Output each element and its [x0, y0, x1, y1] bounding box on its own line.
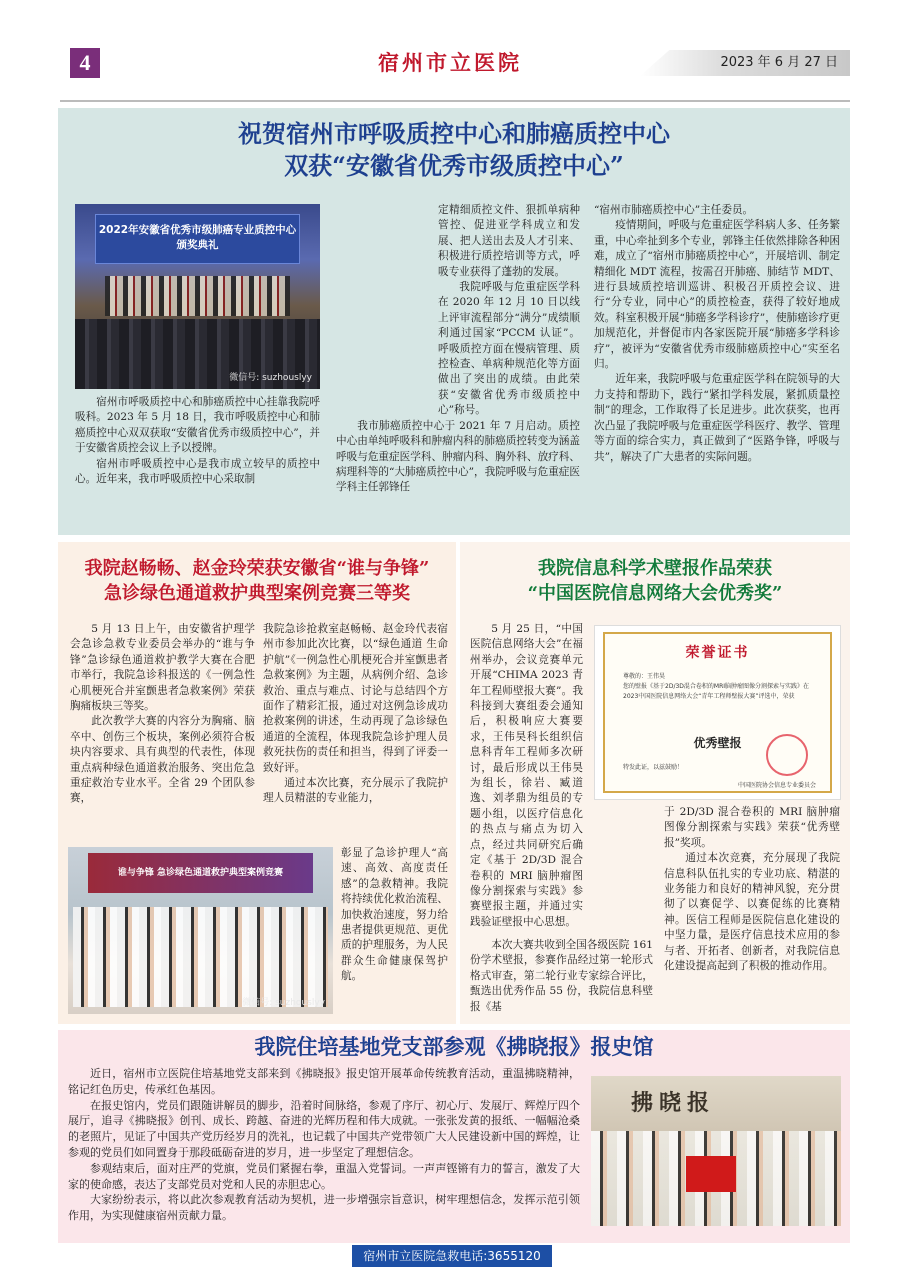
article-2-group-photo	[68, 847, 333, 1014]
article-3-col2	[664, 805, 840, 974]
stage-people	[105, 276, 290, 316]
article-4-photo	[591, 1076, 841, 1226]
paragraph: 在报史馆内，党员们跟随讲解员的脚步，沿着时间脉络，参观了序厅、初心厅、发展厅、辉煌厅四个展厅，追寻《拂晓报》创刊、成长、跨越、奋进的光辉历程和伟大成就。一张张发黄的报纸、一幅幅沧桑的老照片，见证了中国共产党历经岁月的洗礼，也记载了中国共产党带领广大人民建设新中国的辉煌，让参观的党员们如同置身于那段砥砺奋进的岁月，进一步坚定了理想信念。	[68, 1098, 580, 1159]
emergency-hotline: 宿州市立医院急救电话:3655120	[352, 1245, 552, 1267]
paragraph: 近日，宿州市立医院住培基地党支部来到《拂晓报》报史馆开展革命传统教育活动，重温拂晓精神，铭记红色历史，传承红色基因。	[68, 1067, 580, 1096]
paragraph: 通过本次比赛，充分展示了我院护理人员精湛的专业能力，	[263, 777, 448, 805]
article-3-col1-bottom	[470, 938, 653, 1015]
certificate-body	[623, 672, 818, 702]
article-3-title-line2: “中国医院信息网络大会优秀奖”	[527, 583, 783, 604]
group-people	[73, 907, 328, 1007]
competition-banner: 谁与争锋 急诊绿色通道救护典型案例竞赛	[88, 853, 313, 893]
article-2-col1	[70, 622, 255, 807]
honor-certificate	[594, 625, 841, 800]
calligraphy-sign: 拂晓报	[631, 1090, 716, 1116]
paragraph: 定精细质控文件、狠抓单病种管控、促进亚学科成立和发展、把人送出去及人才引来、积极进行质控培训等方式，呼吸专业获得了蓬勃的发展。	[438, 204, 580, 278]
page-number: 4	[70, 48, 100, 78]
article-4-body	[68, 1066, 580, 1224]
paragraph: 参观结束后，面对庄严的党旗，党员们紧握右拳，重温入党誓词。一声声铿锵有力的誓言，激发了大家的使命感，表达了支部党员对党和人民的赤胆忠心。	[68, 1161, 580, 1191]
article-2-title-line2: 急诊绿色通道救护典型案例竞赛三等奖	[104, 583, 410, 604]
party-flag	[686, 1156, 736, 1192]
paragraph: 5 月 25 日，“中国医院信息网络大会”在福州举办，会议竞赛单元开展“CHIMA 2023 青年工程师壁报大赛”。我科接到大赛组委会通知后，积极响应大赛要求，王伟昊科长组织信息科青年工程师多次研讨，最后形成以王伟昊为组长，徐岩、臧道逸、刘孝鼎为组员的专题小组，以医疗信息化的热点与痛点为切入点，经过共同研究后确定《基于 2D/3D 混合卷积的 MRI 脑肿瘤图像分割探索与实践》参赛壁报主题，并通过实践验证壁报中心思想。	[470, 623, 583, 928]
paragraph: 彰显了急诊护理人“高速、高效、高度责任感”的急救精神。我院将持续优化救治流程、加快救治速度，努力给患者提供更规范、更优质的护理服务，为人民群众生命健康保驾护航。	[341, 847, 448, 983]
paragraph: 大家纷纷表示，将以此次参观教育活动为契机，进一步增强宗旨意识，树牢理想信念，发挥示范引领作用，为实现健康宿州贡献力量。	[68, 1193, 580, 1223]
photo-watermark: 微信号: suzhouslyy	[229, 373, 312, 383]
certificate-title: 荣誉证书	[685, 645, 750, 661]
article-1-col1	[75, 395, 320, 487]
header-rule	[60, 100, 850, 102]
article-2-col2	[263, 622, 448, 807]
certificate-issuer: 中国医院协会信息专业委员会	[737, 782, 816, 789]
seal-stamp	[766, 734, 808, 776]
paragraph: 于 2D/3D 混合卷积的 MRI 脑肿瘤图像分割探索与实践》荣获“优秀壁报”奖项。	[664, 806, 840, 849]
paragraph: 宿州市呼吸质控中心和肺癌质控中心挂靠我院呼吸科。2023 年 5 月 18 日，我市呼吸质控中心和肺癌质控中心双双获取“安徽省优秀市级质控中心”，并于安徽省质控会议上予以授牌。	[75, 396, 320, 455]
article-2-col2-wrap	[341, 846, 448, 985]
article-1-title-line2: 双获“安徽省优秀市级质控中心”	[284, 151, 624, 180]
paragraph: “宿州市肺癌质控中心”主任委员。	[594, 204, 754, 216]
article-1-col2	[336, 203, 580, 496]
paragraph: 5 月 13 日上午，由安徽省护理学会急诊急救专业委员会举办的“谁与争锋”急诊绿色通道救护教学大赛在合肥市举行，我院急诊科报送的《一例急性心肌梗死合并室颤患者急救案例》荣获胸痛板块三等奖。	[70, 623, 255, 713]
certificate-award: 优秀壁报	[693, 736, 742, 750]
paragraph: 此次教学大赛的内容分为胸痛、脑卒中、创伤三个板块，案例必须符合板块内容要求、具有典型的代表性，体现重点病种绿色通道救治服务、突出危急重症救治专业水平。全省 29 个团队参赛，	[70, 715, 255, 805]
paragraph: 通过本次竞赛，充分展现了我院信息科队伍扎实的专业功底、精湛的业务能力和良好的精神风貌，充分贯彻了以赛促学、以赛促练的比赛精神。医信工程师是医院信息化建设的中坚力量，是医疗信息技术应用的参与者、开拓者、创新者，对我院信息化建设提高起到了积极的推动作用。	[664, 852, 840, 973]
article-2-title-line1: 我院赵畅畅、赵金玲荣获安徽省“谁与争锋”	[84, 558, 430, 579]
paragraph: 我院呼吸与危重症医学科在 2020 年 12 月 10 日以线上评审流程部分“满分”成绩顺利通过国家“PCCM 认证”。呼吸质控方面在慢病管理、质控检查、单病种规范化等方面做出了突出的成绩。由此荣获“安徽省优秀市级质控中心”称号。	[438, 281, 580, 417]
issue-date: 2023 年 6 月 27 日	[720, 55, 838, 70]
article-3-title	[460, 556, 850, 606]
article-2-title	[58, 556, 456, 606]
article-1-title-line1: 祝贺宿州市呼吸质控中心和肺癌质控中心	[238, 119, 670, 148]
article-3-col1-top	[470, 622, 583, 930]
article-1-photo	[75, 204, 320, 389]
article-3-title-line1: 我院信息科学术壁报作品荣获	[538, 558, 772, 579]
paragraph: 宿州市呼吸质控中心是我市成立较早的质控中心。近年来，我市呼吸质控中心采取制	[75, 457, 320, 486]
article-1-title	[58, 118, 850, 182]
paragraph: 本次大赛共收到全国各级医院 161 份学术壁报，参赛作品经过第一轮形式格式审查，第二轮行业专家综合评比，甄选出优秀作品 55 份，我院信息科壁报《基	[470, 939, 653, 1013]
certificate-closing: 特发此证，以兹鼓励！	[623, 764, 684, 771]
paragraph: 近年来，我院呼吸与危重症医学科在院领导的大力支持和帮助下，践行“紧扣学科发展，紧抓质量控制”的理念，工作取得了长足进步。此次获奖，也再次凸显了我院呼吸与危重症医学科医疗、教学、管理等方面的综合实力，真正做到了“医路争锋，呼吸与共”，解决了广大患者的实际问题。	[594, 373, 840, 463]
certificate-recipient: 尊敬的：王伟昊	[623, 673, 666, 680]
paragraph: 我院急诊抢救室赵畅畅、赵金玲代表宿州市参加此次比赛，以“绿色通道 生命护航”《一例急性心肌梗死合并室颤患者急救案例》为主题，从病例介绍、急诊救治、重点与难点、讨论与总结四个方面作了精彩汇报，通过对这例急诊成功抢救案例的讲述，生动再现了急诊绿色通道的全流程，体现我院急诊护理人员救死扶伤的责任和担当，得到了评委一致好评。	[263, 623, 448, 774]
certificate-border	[603, 632, 832, 793]
paragraph: 疫情期间，呼吸与危重症医学科病人多、任务繁重，中心牵扯到多个专业，郭锋主任依然排除各种困难，成立了“宿州市肺癌质控中心”，开展培训、制定精细化 MDT 流程，按需召开肺癌、肺结节 MDT、进行县域质控培训巡讲、积极召开质控会议、进行“分专业，同中心”的质控检查，获得了较好地成效。科室积极开展“肺癌多学科诊疗”，使肺癌诊疗更加规范化，并督促市内各家医院开展“肺癌多学科诊疗”，被评为“安徽省优秀市级肺癌质控中心”实至名归。	[594, 219, 840, 371]
certificate-text: 您的壁报《基于2D/3D混合卷积的MRI脑肿瘤图像分割探索与实践》在2023中国医院信息网络大会“青年工程师壁报大赛”评选中，荣获	[623, 683, 810, 700]
masthead: 宿州市立医院	[378, 51, 522, 75]
award-banner: 2022年安徽省优秀市级肺癌专业质控中心颁奖典礼	[95, 214, 300, 264]
article-1-col3	[594, 203, 840, 465]
article-4-title: 我院住培基地党支部参观《拂晓报》报史馆	[254, 1034, 654, 1059]
paragraph: 我市肺癌质控中心于 2021 年 7 月启动。质控中心由单纯呼吸科和肿瘤内科的肺癌质控转变为涵盖呼吸与危重症医学科、肿瘤内科、胸外科、放疗科、病理科等的“大肺癌质控中心”，我院呼吸与危重症医学科主任郭锋任	[336, 419, 580, 494]
photo-watermark: 微信号: suzhouslyy	[242, 998, 325, 1008]
